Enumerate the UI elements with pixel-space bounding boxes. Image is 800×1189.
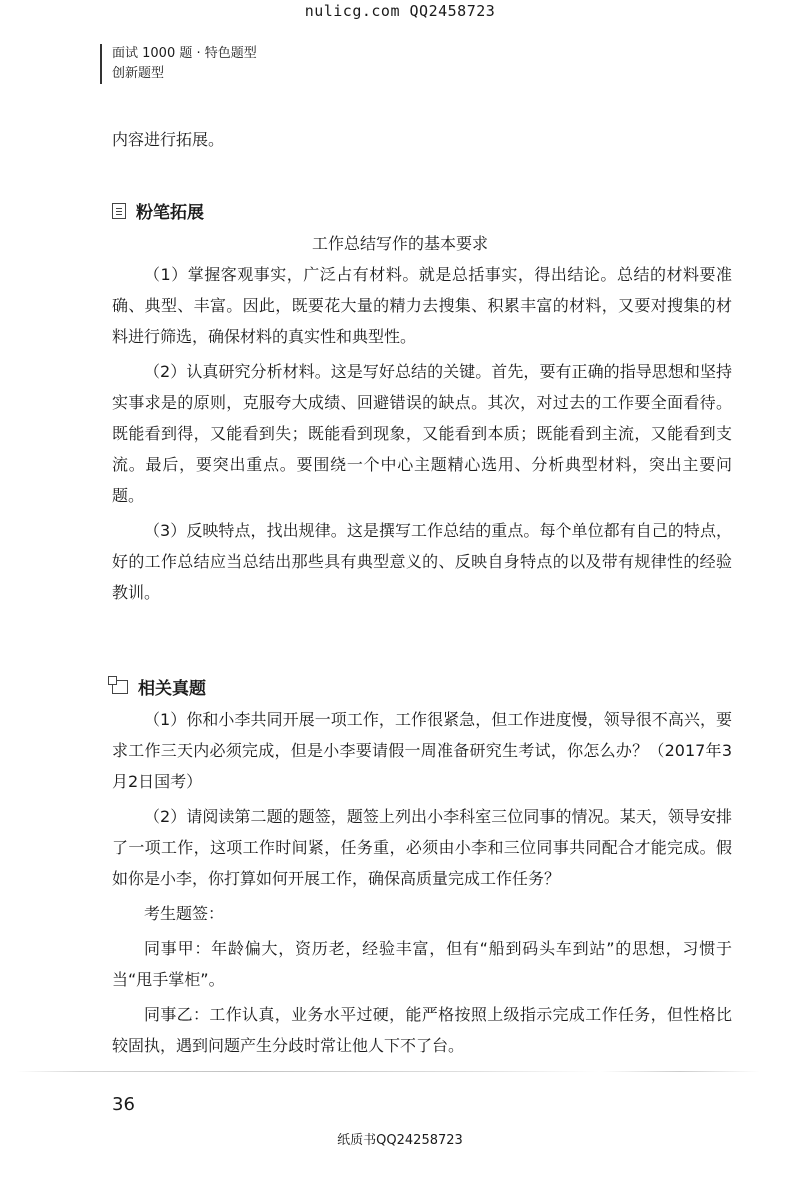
document-icon	[112, 680, 128, 694]
running-header	[100, 44, 257, 84]
note-icon	[112, 203, 126, 219]
book-title: 面试 1000 题 · 特色题型	[112, 46, 257, 61]
colleague-a: 同事甲：年龄偏大，资历老，经验丰富，但有“船到码头车到站”的思想，习惯于当“甩手掌柜”。	[112, 939, 732, 989]
watermark-header: nulicg.com QQ2458723	[304, 2, 496, 20]
related-body	[112, 704, 732, 1061]
chapter-title: 创新题型	[112, 66, 165, 81]
fenbi-body	[112, 259, 732, 608]
fenbi-section-heading	[112, 198, 204, 223]
colleague-b: 同事乙：工作认真，业务水平过硬，能严格按照上级指示完成工作任务，但性格比较固执，遇到问题产生分歧时常让他人下不了台。	[112, 1005, 732, 1055]
question-2: （2）请阅读第二题的题签，题签上列出小李科室三位同事的情况。某天，领导安排了一项工作，这项工作时间紧，任务重，必须由小李和三位同事共同配合才能完成。假如你是小李，你打算如何开展工作，确保高质量完成工作任务？	[112, 807, 732, 888]
fenbi-heading-text: 粉笔拓展	[136, 203, 204, 223]
question-1: （1）你和小李共同开展一项工作，工作很紧急，但工作进度慢，领导很不高兴，要求工作三天内必须完成，但是小李要请假一周准备研究生考试，你怎么办？（2017年3月2日国考）	[112, 710, 732, 791]
fenbi-paragraph-3: （3）反映特点，找出规律。这是撰写工作总结的重点。每个单位都有自己的特点，好的工作总结应当总结出那些具有典型意义的、反映自身特点的以及带有规律性的经验教训。	[112, 521, 732, 602]
related-heading-text: 相关真题	[138, 679, 206, 699]
footer-watermark: 纸质书QQ24258723	[337, 1133, 463, 1148]
note-label: 考生题签：	[144, 904, 225, 923]
scan-artifact-line	[0, 1071, 800, 1072]
intro-line: 内容进行拓展。	[112, 130, 225, 149]
fenbi-paragraph-2: （2）认真研究分析材料。这是写好总结的关键。首先，要有正确的指导思想和坚持实事求是的原则，克服夸大成绩、回避错误的缺点。其次，对过去的工作要全面看待。既能看到得，又能看到失；既能看到现象，又能看到本质；既能看到主流，又能看到支流。最后，要突出重点。要围绕一个中心主题精心选用、分析典型材料，突出主要问题。	[112, 362, 732, 505]
fenbi-paragraph-1: （1）掌握客观事实，广泛占有材料。就是总括事实，得出结论。总结的材料要准确、典型、丰富。因此，既要花大量的精力去搜集、积累丰富的材料，又要对搜集的材料进行筛选，确保材料的真实性和典型性。	[112, 265, 732, 346]
fenbi-subtitle: 工作总结写作的基本要求	[311, 234, 488, 253]
page-number: 36	[112, 1094, 135, 1115]
related-section-heading	[112, 674, 206, 699]
